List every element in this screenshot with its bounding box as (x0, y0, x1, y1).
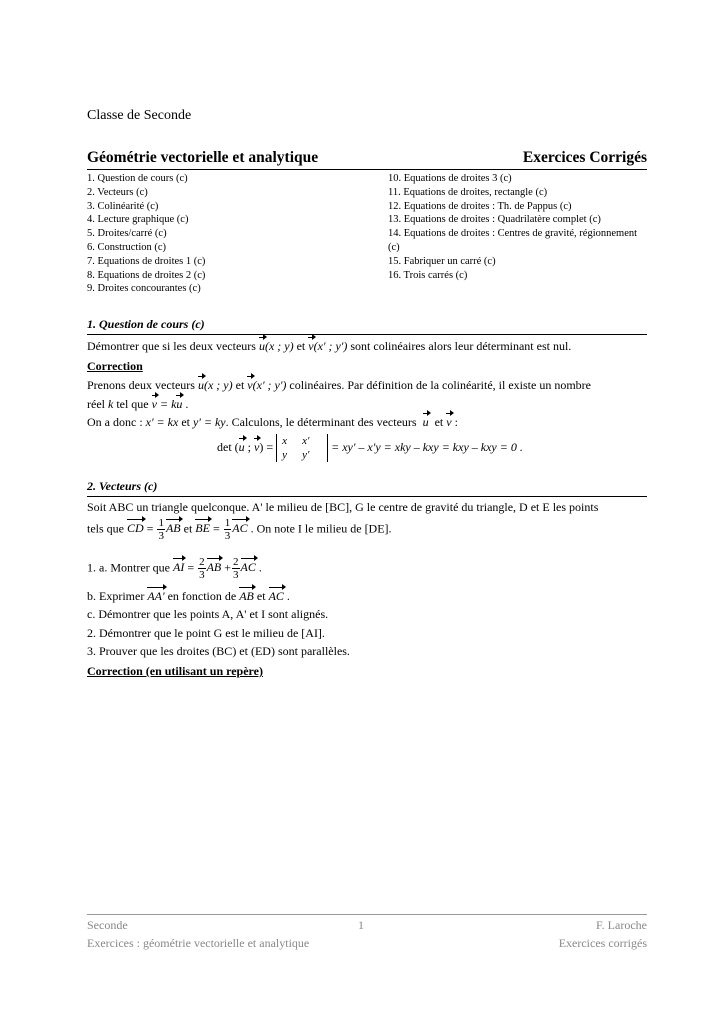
question-1a: 1. a. Montrer que AI = $\frac{2}{3}$ AB + $\frac{2}{3}$ AC . (87, 556, 262, 581)
toc-item[interactable]: 16. Trois carrés (c) (388, 269, 468, 281)
sec2-para1: Soit ABC un triangle quelconque. A' le milieu de [BC], G le centre de gravité du triangle, D et E les points (87, 500, 599, 514)
toc-item[interactable]: 5. Droites/carré (c) (87, 228, 167, 240)
determinant-matrix: x x' y y' (276, 434, 328, 462)
toc-item[interactable]: 1. Question de cours (c) (87, 173, 188, 184)
page-title: Géométrie vectorielle et analytique (87, 149, 319, 166)
page-subtitle: Exercices Corrigés (522, 149, 647, 166)
sec1-line3: On a donc : x' = kx et y' = ky. Calculons, le déterminant des vecteurs u et v : (87, 415, 458, 429)
footer-divider (87, 914, 647, 915)
toc-right (388, 172, 648, 282)
footer-doc-title: Exercices : géométrie vectorielle et analytique (87, 936, 310, 950)
toc-item[interactable]: 2. Vecteurs (c) (87, 186, 148, 198)
question-1c: c. Démontrer que les points A, A' et I sont alignés. (87, 607, 329, 621)
toc-item[interactable]: 15. Fabriquer un carré (c) (388, 255, 496, 267)
sec1-line2: réel k tel que v = ku . (87, 397, 189, 411)
toc-item[interactable]: 12. Equations de droites : Th. de Pappus (c) (388, 200, 572, 212)
correction-heading: Correction (87, 359, 143, 373)
toc-item[interactable]: 10. Equations de droites 3 (c) (388, 173, 512, 184)
toc-item[interactable]: 14. Equations de droites : Centres de gravité, régionnement (c) (388, 228, 638, 253)
toc-item[interactable]: 13. Equations de droites : Quadrilatère complet (c) (388, 214, 601, 226)
footer-author: F. Laroche (595, 918, 647, 932)
toc-item[interactable]: 3. Colinéarité (c) (87, 200, 159, 212)
toc-item[interactable]: 4. Lecture graphique (c) (87, 214, 189, 226)
toc-item[interactable]: 8. Equations de droites 2 (c) (87, 269, 206, 281)
correction-heading: Correction (en utilisant un repère) (87, 664, 263, 678)
footer-class: Seconde (87, 918, 128, 932)
question-2: 2. Démontrer que le point G est le milieu de [AI]. (87, 626, 325, 640)
page-number: 1 (358, 918, 364, 932)
question-1b: b. Exprimer AA' en fonction de AB et AC . (87, 589, 290, 603)
toc-item[interactable]: 7. Equations de droites 1 (c) (87, 255, 206, 267)
toc-item[interactable]: 9. Droites concourantes (c) (87, 283, 201, 295)
section-heading: 1. Question de cours (c) (87, 317, 647, 335)
section-heading: 2. Vecteurs (c) (87, 479, 647, 497)
title-row (87, 149, 647, 170)
determinant-formula: det (u ; v) = x x' y y' = xy' – x'y = xky – kxy = kxy – kxy = 0 . (217, 435, 523, 461)
sec1-line1: Prenons deux vecteurs u(x ; y) et v(x' ; y') colinéaires. Par définition de la colinéarité, il existe un nombre (87, 378, 591, 392)
question-3: 3. Prouver que les droites (BC) et (ED) sont parallèles. (87, 644, 350, 658)
toc-item[interactable]: 11. Equations de droites, rectangle (c) (388, 186, 548, 198)
footer-doc-type: Exercices corrigés (558, 936, 647, 950)
toc-left (87, 172, 377, 296)
toc-item[interactable]: 6. Construction (c) (87, 241, 167, 253)
sec2-para2: tels que CD = $\frac{1}{3}$ AB et BE = $\frac{1}{3}$ AC . On note I le milieu de [DE]. (87, 517, 392, 542)
class-label: Classe de Seconde (87, 108, 192, 123)
sec1-question: Démontrer que si les deux vecteurs u(x ; y) et v(x' ; y') sont colinéaires alors leur déterminant est nul. (87, 339, 572, 353)
